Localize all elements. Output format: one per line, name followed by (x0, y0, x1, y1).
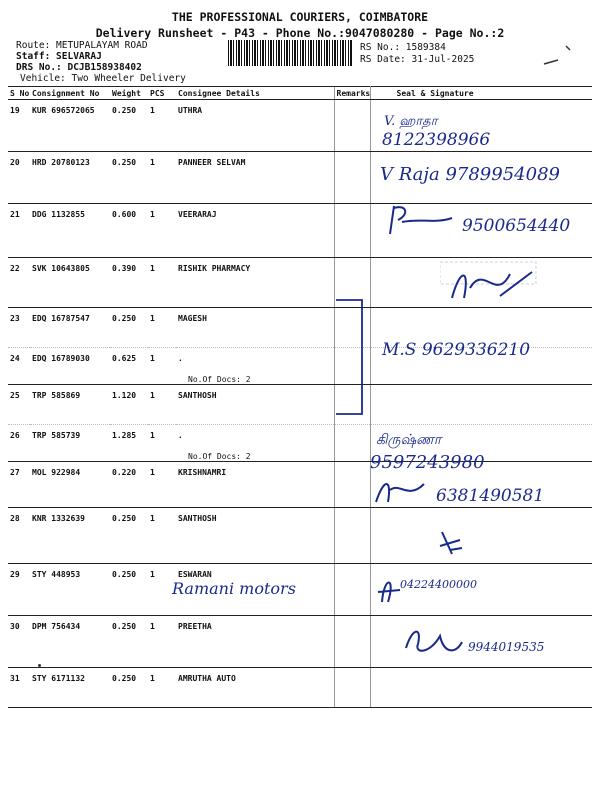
row-sno-text: 29 (10, 570, 20, 579)
row-weight-text: 0.250 (112, 514, 137, 523)
row-consignment (30, 462, 110, 508)
row-remarks (334, 508, 370, 564)
row-pcs-text: 1 (150, 354, 155, 363)
row-sno (8, 348, 30, 385)
row-consignment-text: DPM 756434 (32, 622, 81, 631)
row-weight (110, 152, 148, 204)
table-row (8, 508, 592, 564)
row-pcs (148, 204, 176, 258)
row-sno-text: 23 (10, 314, 20, 323)
row-consignment (30, 308, 110, 348)
row-pcs-text: 1 (150, 514, 155, 523)
row-weight-text: 0.250 (112, 106, 137, 115)
row-pcs-text: 1 (150, 314, 155, 323)
row-pcs (148, 385, 176, 425)
row-sno-text: 25 (10, 391, 20, 400)
row-consignee-text: SANTHOSH (178, 514, 217, 523)
row-remarks (334, 668, 370, 708)
row-pcs (148, 258, 176, 308)
row-consignment-text: TRP 585739 (32, 431, 81, 440)
row-remarks (334, 152, 370, 204)
row-consignment-text: TRP 585869 (32, 391, 81, 400)
row-consignee (176, 204, 334, 258)
row30-handwritten-consignee: Ramani motors (172, 579, 296, 598)
row-consignee-text: . (178, 431, 183, 440)
row-weight (110, 308, 148, 348)
row-pcs (148, 668, 176, 708)
row-weight (110, 668, 148, 708)
row-remarks (334, 616, 370, 668)
row-sno-text: 26 (10, 431, 20, 440)
row-pcs-text: 1 (150, 570, 155, 579)
row21-signature (380, 200, 460, 240)
row-pcs (148, 616, 176, 668)
runsheet-subtitle: Delivery Runsheet - P43 - Phone No.:9047080280 - Page No.:2 (95, 26, 505, 40)
row31-signature (400, 624, 470, 658)
row-pcs-text: 1 (150, 106, 155, 115)
row-pcs (148, 425, 176, 462)
row-consignee-text: ESWARAN (178, 570, 212, 579)
row-weight-text: 1.285 (112, 431, 137, 440)
table-row (8, 100, 592, 152)
row-sno-text: 19 (10, 106, 20, 115)
row-consignment (30, 204, 110, 258)
row-weight-text: 0.390 (112, 264, 137, 273)
row-sno (8, 462, 30, 508)
row-consignee-text: VEERARAJ (178, 210, 217, 219)
row21-handwritten-phone: 9500654440 (462, 216, 571, 236)
drs-label: DRS No.: DCJB158938402 (16, 62, 142, 73)
table-row (8, 668, 592, 708)
row-consignee (176, 385, 334, 425)
row-consignment (30, 425, 110, 462)
row-pcs-text: 1 (150, 391, 155, 400)
row-remarks (334, 564, 370, 616)
row27-handwritten-name: கிருஷ்ணா (376, 432, 442, 448)
row-weight (110, 462, 148, 508)
row-docs-count: No.Of Docs: 2 (188, 452, 251, 461)
row-weight-text: 0.220 (112, 468, 137, 477)
row-consignment (30, 508, 110, 564)
row-weight-text: 0.250 (112, 570, 137, 579)
row-consignee-text: PREETHA (178, 622, 212, 631)
row-weight-text: 0.250 (112, 622, 137, 631)
row-consignment (30, 100, 110, 152)
row-consignment (30, 152, 110, 204)
row-consignee-text: SANTHOSH (178, 391, 217, 400)
row-consignee-text: AMRUTHA AUTO (178, 674, 236, 683)
row-sno (8, 564, 30, 616)
company-title: THE PROFESSIONAL COURIERS, COIMBATORE (171, 10, 429, 24)
row-consignment-text: KUR 696572065 (32, 106, 95, 115)
row-consignee-text: PANNEER SELVAM (178, 158, 246, 167)
staff-label: Staff: SELVARAJ (16, 51, 102, 62)
col-weight: Weight (110, 87, 148, 100)
row28-handwritten-phone: 6381490581 (436, 486, 545, 506)
row-sno-text: 28 (10, 514, 20, 523)
row-consignee (176, 348, 334, 385)
row-remarks (334, 100, 370, 152)
row30-handwritten-phone: 04224400000 (400, 578, 477, 591)
row-weight (110, 385, 148, 425)
row-consignee-text: . (178, 354, 183, 363)
row-pcs-text: 1 (150, 431, 155, 440)
row-consignee (176, 508, 334, 564)
table-row (8, 425, 592, 462)
row-consignee (176, 668, 334, 708)
row-consignee (176, 616, 334, 668)
row-sno-text: 31 (10, 674, 20, 683)
col-signature: Seal & Signature (370, 87, 592, 100)
row-pcs-text: 1 (150, 210, 155, 219)
row-consignment (30, 258, 110, 308)
row-sno-text: 27 (10, 468, 20, 477)
row-pcs (148, 152, 176, 204)
table-row (8, 385, 592, 425)
row-consignee (176, 100, 334, 152)
row-weight-text: 0.250 (112, 314, 137, 323)
row25-handwritten-signature: M.S 9629336210 (382, 340, 531, 360)
row-weight-text: 1.120 (112, 391, 137, 400)
row-consignee (176, 258, 334, 308)
stray-mark (38, 664, 41, 667)
row-signature-cell (370, 508, 592, 564)
row-consignment-text: STY 448953 (32, 570, 81, 579)
row-pcs-text: 1 (150, 674, 155, 683)
route-label: Route: METUPALAYAM ROAD (16, 40, 148, 51)
row-sno (8, 100, 30, 152)
row-consignee-text: KRISHNAMRI (178, 468, 227, 477)
row-remarks (334, 462, 370, 508)
row-consignment-text: MOL 922984 (32, 468, 81, 477)
vehicle-label: Vehicle: Two Wheeler Delivery (20, 73, 186, 84)
row-weight-text: 0.250 (112, 674, 137, 683)
row-docs-count: No.Of Docs: 2 (188, 375, 251, 384)
col-sno: S No (10, 88, 30, 98)
row-sno-text: 22 (10, 264, 20, 273)
row-weight (110, 616, 148, 668)
row-weight (110, 258, 148, 308)
rs-number: RS No.: 1589384 (360, 42, 446, 53)
row27-handwritten-phone: 9597243980 (370, 452, 485, 473)
row29-signature (436, 528, 466, 558)
row-sno-text: 24 (10, 354, 20, 363)
row-consignee-text: RISHIK PHARMACY (178, 264, 251, 273)
row-sno (8, 616, 30, 668)
row-sno (8, 152, 30, 204)
row-weight-text: 0.250 (112, 158, 137, 167)
row-weight-text: 0.625 (112, 354, 137, 363)
col-remarks: Remarks (334, 87, 370, 100)
row-consignment-text: HRD 20780123 (32, 158, 90, 167)
row-sno-text: 30 (10, 622, 20, 631)
row31-handwritten-phone: 9944019535 (468, 640, 545, 654)
row-pcs-text: 1 (150, 468, 155, 477)
row-pcs-text: 1 (150, 622, 155, 631)
row-sno (8, 258, 30, 308)
row-weight (110, 348, 148, 385)
row-weight (110, 425, 148, 462)
row-signature-cell (370, 668, 592, 708)
barcode (228, 40, 352, 66)
row-pcs (148, 508, 176, 564)
row-sno (8, 508, 30, 564)
row-weight (110, 508, 148, 564)
row-sno (8, 385, 30, 425)
row-sno (8, 425, 30, 462)
row-consignee-text: UTHRA (178, 106, 203, 115)
row19-handwritten-phone: 8122398966 (382, 130, 491, 150)
row-consignment-text: SVK 10643805 (32, 264, 90, 273)
row-consignee (176, 308, 334, 348)
row-sno-text: 21 (10, 210, 20, 219)
pen-mark (538, 40, 578, 70)
table-header (8, 87, 592, 100)
group-bracket (328, 296, 368, 418)
row-pcs (148, 308, 176, 348)
row-consignee (176, 425, 334, 462)
row-signature-cell (370, 385, 592, 425)
row-pcs (148, 100, 176, 152)
row-consignment (30, 385, 110, 425)
row-sno (8, 668, 30, 708)
row-consignment (30, 348, 110, 385)
rs-date: RS Date: 31-Jul-2025 (360, 54, 475, 65)
row-consignment-text: KNR 1332639 (32, 514, 85, 523)
row-sno (8, 308, 30, 348)
row-weight (110, 564, 148, 616)
col-consignment: Consignment No (30, 87, 110, 100)
row28-signature (370, 474, 430, 508)
row-consignment (30, 616, 110, 668)
row-consignee-text: MAGESH (178, 314, 207, 323)
row-consignee (176, 462, 334, 508)
row-pcs-text: 1 (150, 264, 155, 273)
row19-handwritten-name: V. ஹாதா (384, 114, 438, 129)
row-consignment-text: EDQ 16787547 (32, 314, 90, 323)
row-sno-text: 20 (10, 158, 20, 167)
row-consignee (176, 152, 334, 204)
row-weight (110, 204, 148, 258)
row-consignment (30, 668, 110, 708)
row-consignment-text: STY 6171132 (32, 674, 85, 683)
row20-handwritten-signature: V Raja 9789954089 (380, 164, 560, 185)
col-consignee: Consignee Details (176, 87, 334, 100)
row-consignment (30, 564, 110, 616)
row-weight-text: 0.600 (112, 210, 137, 219)
row-weight (110, 100, 148, 152)
row-consignment-text: DDG 1132855 (32, 210, 85, 219)
row22-stamp-signature (440, 258, 540, 308)
row-sno (8, 204, 30, 258)
row-remarks (334, 425, 370, 462)
row-pcs-text: 1 (150, 158, 155, 167)
col-pcs: PCS (148, 87, 176, 100)
row-pcs (148, 462, 176, 508)
row-pcs (148, 348, 176, 385)
row-consignment-text: EDQ 16789030 (32, 354, 90, 363)
row-remarks (334, 204, 370, 258)
